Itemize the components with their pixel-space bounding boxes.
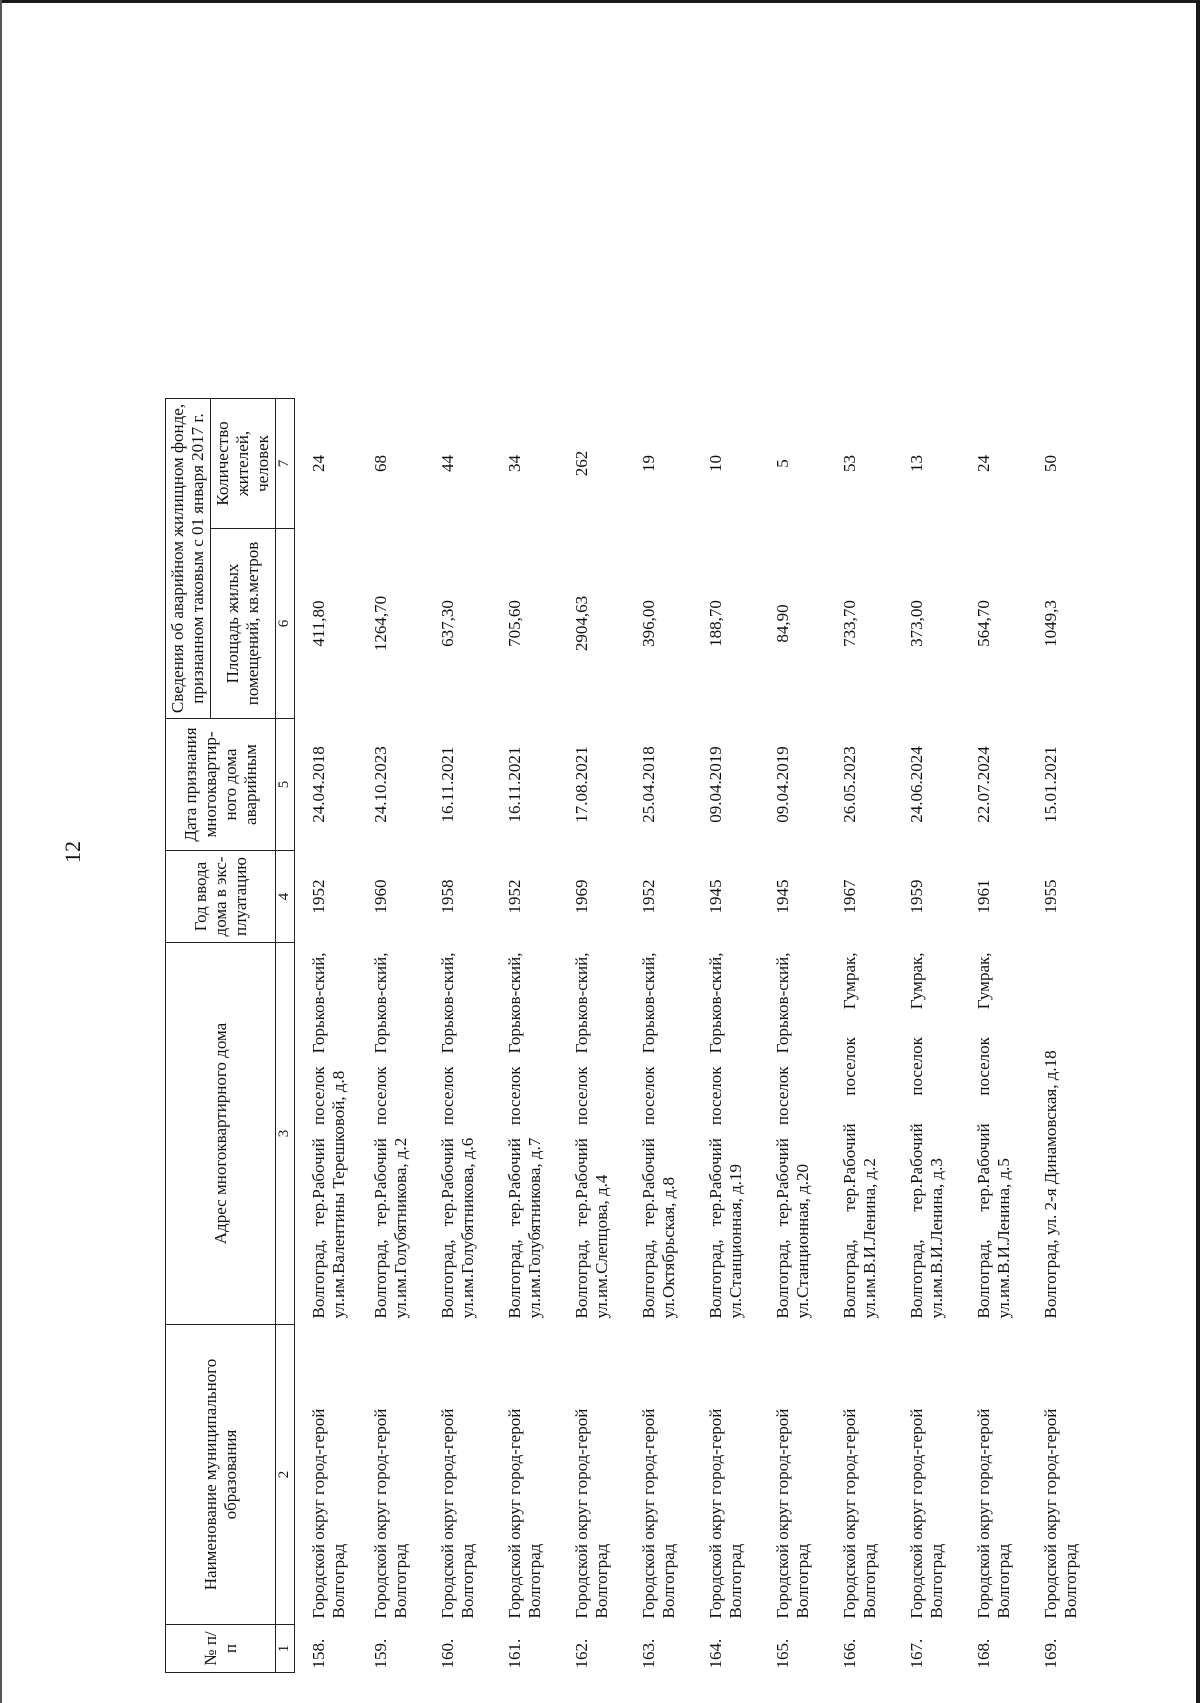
- row-year: 1969: [572, 879, 592, 914]
- header-date: Дата признания многоквартир-ного дома аварийным: [166, 719, 276, 851]
- row-residents: 53: [840, 455, 860, 472]
- row-address: Волгоград, тер.Рабочий поселок Горьков-ский, ул.Октябрьская, д.8: [639, 952, 679, 1319]
- table-row: [499, 148, 566, 1672]
- row-year: 1952: [505, 879, 525, 914]
- row-residents: 13: [907, 455, 927, 472]
- table-row: [834, 148, 901, 1672]
- table-row: [968, 148, 1035, 1672]
- row-address: Волгоград, тер.Рабочий поселок Горьков-ский, ул.Станционная, д.19: [706, 952, 746, 1319]
- row-date: 24.06.2024: [907, 746, 927, 823]
- row-address: Волгоград, тер.Рабочий поселок Гумрак, ул.им.В.И.Ленина, д.3: [907, 952, 947, 1319]
- row-address: Волгоград, тер.Рабочий поселок Гумрак, ул.им.В.И.Ленина, д.2: [840, 952, 880, 1319]
- page-number: 12: [60, 841, 85, 863]
- row-spacer: [365, 148, 432, 398]
- row-area: 637,30: [438, 600, 458, 647]
- row-date: 09.04.2019: [773, 746, 793, 823]
- table-row: [1035, 148, 1102, 1672]
- row-date: 22.07.2024: [974, 746, 994, 823]
- row-date: 16.11.2021: [505, 746, 525, 823]
- row-municipality: Городской округ город-герой Волгоград: [438, 1408, 478, 1619]
- row-residents: 24: [309, 455, 329, 472]
- row-municipality: Городской округ город-герой Волгоград: [773, 1408, 813, 1619]
- row-spacer: [566, 148, 633, 398]
- row-number: 166.: [840, 1638, 860, 1669]
- row-municipality: Городской округ город-герой Волгоград: [572, 1408, 612, 1619]
- row-spacer: [767, 148, 834, 398]
- table-row: [901, 148, 968, 1672]
- row-address: Волгоград, тер.Рабочий поселок Горьков-ский, ул.им.Голубятникова, д.7: [505, 952, 545, 1319]
- header-residents: Количество жителей, человек: [211, 398, 276, 528]
- row-residents: 34: [505, 455, 525, 472]
- row-year: 1959: [907, 879, 927, 914]
- table-row: [700, 148, 767, 1672]
- row-number: 160.: [438, 1638, 458, 1669]
- row-number: 159.: [371, 1638, 391, 1669]
- header-address: Адрес многоквартирного дома: [166, 943, 276, 1325]
- header-num-1: 1: [276, 1625, 295, 1673]
- row-area: 84,90: [773, 604, 793, 643]
- table-row: [767, 148, 834, 1672]
- row-year: 1952: [639, 879, 659, 914]
- row-residents: 262: [572, 450, 592, 477]
- row-spacer: [834, 148, 901, 398]
- header-number: № п/п: [166, 1625, 276, 1673]
- row-spacer: [295, 148, 366, 398]
- row-date: 16.11.2021: [438, 746, 458, 823]
- row-area: 733,70: [840, 600, 860, 647]
- row-address: Волгоград, тер.Рабочий поселок Горьков-ский, ул.им.Голубятникова, д.6: [438, 952, 478, 1319]
- header-num-6: 6: [276, 529, 295, 719]
- row-residents: 10: [706, 455, 726, 472]
- row-spacer: [1035, 148, 1102, 398]
- row-date: 24.04.2018: [309, 746, 329, 823]
- row-spacer: [499, 148, 566, 398]
- row-year: 1952: [309, 879, 329, 914]
- row-municipality: Городской округ город-герой Волгоград: [309, 1408, 349, 1619]
- row-number: 163.: [639, 1638, 659, 1669]
- row-area: 1264,70: [371, 595, 391, 652]
- row-spacer: [633, 148, 700, 398]
- row-date: 17.08.2021: [572, 746, 592, 823]
- header-num-4: 4: [276, 851, 295, 943]
- header-area: Площадь жилых помещений, кв.метров: [211, 529, 276, 719]
- row-area: 705,60: [505, 600, 525, 647]
- header-num-3: 3: [276, 943, 295, 1325]
- row-residents: 68: [371, 455, 391, 472]
- table-row: [566, 148, 633, 1672]
- row-address: Волгоград, тер.Рабочий поселок Гумрак, ул.им.В.И.Ленина, д.5: [974, 952, 1014, 1319]
- row-municipality: Городской округ город-герой Волгоград: [371, 1408, 411, 1619]
- row-year: 1961: [974, 879, 994, 914]
- row-residents: 5: [773, 459, 793, 468]
- row-year: 1945: [773, 879, 793, 914]
- row-area: 188,70: [706, 600, 726, 647]
- row-date: 09.04.2019: [706, 746, 726, 823]
- row-area: 1049,3: [1041, 600, 1061, 647]
- row-residents: 19: [639, 455, 659, 472]
- row-area: 373,00: [907, 600, 927, 647]
- header-num-7: 7: [276, 398, 295, 528]
- row-date: 25.04.2018: [639, 746, 659, 823]
- row-address: Волгоград, тер.Рабочий поселок Горьков-ский, ул.им.Слепцова, д.4: [572, 952, 612, 1319]
- table-row: [365, 148, 432, 1672]
- row-number: 168.: [974, 1638, 994, 1669]
- row-address: Волгоград, тер.Рабочий поселок Горьков-ский, ул.Станционная, д.20: [773, 952, 813, 1319]
- row-year: 1960: [371, 879, 391, 914]
- header-group: Сведения об аварийном жилищном фонде, признанном таковым с 01 января 2017 г.: [166, 398, 211, 718]
- row-spacer: [700, 148, 767, 398]
- row-address: Волгоград, тер.Рабочий поселок Горьков-ский, ул.им.Валентины Терешковой, д.8: [309, 952, 349, 1319]
- table-row: [633, 148, 700, 1672]
- row-number: 161.: [505, 1638, 525, 1669]
- row-municipality: Городской округ город-герой Волгоград: [1041, 1408, 1081, 1619]
- header-num-5: 5: [276, 719, 295, 851]
- emergency-housing-table: [165, 148, 1102, 1673]
- row-municipality: Городской округ город-герой Волгоград: [639, 1408, 679, 1619]
- table-body: [295, 148, 1103, 1672]
- row-number: 158.: [309, 1638, 329, 1669]
- header-municipality: Наименование муниципального образования: [166, 1325, 276, 1625]
- row-municipality: Городской округ город-герой Волгоград: [706, 1408, 746, 1619]
- row-municipality: Городской округ город-герой Волгоград: [974, 1408, 1014, 1619]
- header-spacer: [166, 148, 295, 398]
- row-number: 165.: [773, 1638, 793, 1669]
- row-spacer: [432, 148, 499, 398]
- header-year: Год ввода дома в экс-плуатацию: [166, 851, 276, 943]
- row-residents: 44: [438, 455, 458, 472]
- row-residents: 24: [974, 455, 994, 472]
- row-address: Волгоград, тер.Рабочий поселок Горьков-ский, ул.им.Голубятникова, д.2: [371, 952, 411, 1319]
- row-year: 1967: [840, 879, 860, 914]
- row-number: 162.: [572, 1638, 592, 1669]
- row-number: 164.: [706, 1638, 726, 1669]
- row-year: 1955: [1041, 879, 1061, 914]
- row-number: 169.: [1041, 1638, 1061, 1669]
- row-municipality: Городской округ город-герой Волгоград: [505, 1408, 545, 1619]
- row-spacer: [901, 148, 968, 398]
- header-row: [166, 148, 211, 1672]
- row-area: 411,80: [309, 600, 329, 647]
- table-row: [295, 148, 366, 1672]
- row-address: Волгоград, ул. 2-я Динамовская, д.18: [1041, 1050, 1061, 1319]
- row-date: 15.01.2021: [1041, 746, 1061, 823]
- row-year: 1958: [438, 879, 458, 914]
- row-residents: 50: [1041, 455, 1061, 472]
- row-number: 167.: [907, 1638, 927, 1669]
- row-area: 564,70: [974, 600, 994, 647]
- header-num-2: 2: [276, 1325, 295, 1625]
- table-row: [432, 148, 499, 1672]
- row-area: 396,00: [639, 600, 659, 647]
- row-area: 2904,63: [572, 595, 592, 652]
- row-date: 26.05.2023: [840, 746, 860, 823]
- row-municipality: Городской округ город-герой Волгоград: [907, 1408, 947, 1619]
- row-year: 1945: [706, 879, 726, 914]
- row-municipality: Городской округ город-герой Волгоград: [840, 1408, 880, 1619]
- row-spacer: [968, 148, 1035, 398]
- row-date: 24.10.2023: [371, 746, 391, 823]
